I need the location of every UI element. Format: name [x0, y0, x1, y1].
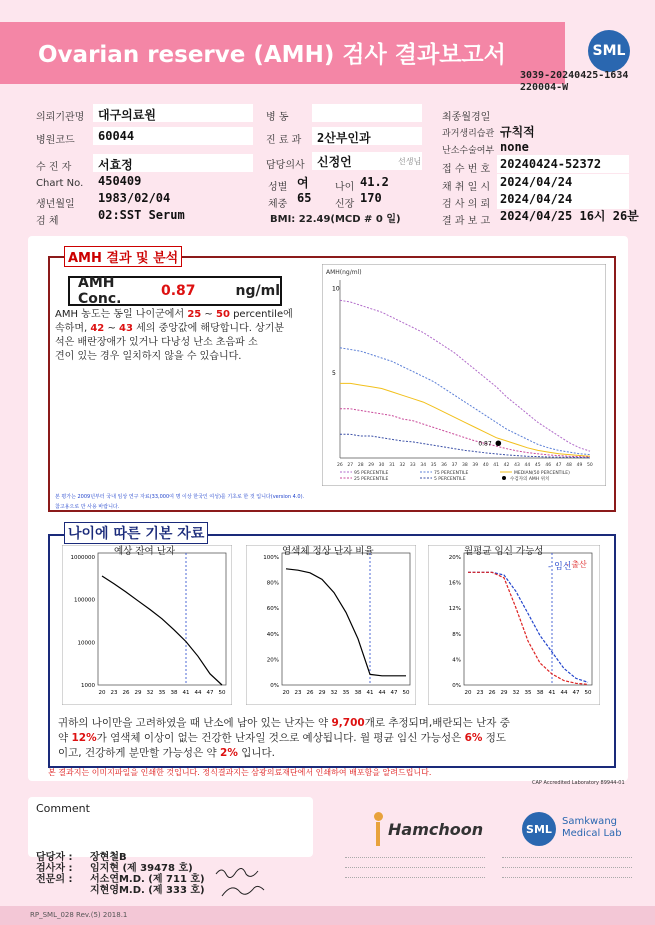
x-tick-label: 26 — [306, 690, 314, 696]
x-tick-label: 23 — [294, 690, 302, 696]
x-tick-label: 36 — [441, 463, 447, 468]
request-label: 검 사 의 뢰 — [442, 199, 491, 210]
x-tick-label: 35 — [342, 690, 350, 696]
x-tick-label: 32 — [512, 690, 520, 696]
y-tick-label: 40% — [266, 631, 279, 638]
staff-values — [90, 852, 205, 896]
x-tick-label: 35 — [524, 690, 532, 696]
x-tick-label: 38 — [536, 690, 544, 696]
x-tick-label: 46 — [545, 463, 552, 468]
age-section-title: 나이에 따른 기본 자료 — [64, 522, 208, 544]
chart-frame — [322, 264, 606, 486]
legend-label: 5 PERCENTILE — [434, 477, 466, 482]
x-tick-label: 43 — [514, 463, 520, 468]
x-tick-label: 37 — [451, 463, 458, 468]
x-tick-label: 29 — [368, 463, 374, 468]
x-tick-label: 33 — [409, 463, 416, 468]
x-tick-label: 32 — [146, 690, 154, 696]
x-tick-label: 31 — [389, 463, 395, 468]
chart-frame — [246, 545, 416, 705]
x-tick-label: 38 — [462, 463, 468, 468]
code-value: 60044 — [98, 129, 135, 143]
x-tick-label: 47 — [206, 690, 214, 696]
x-tick-label: 32 — [330, 690, 338, 696]
x-tick-label: 50 — [584, 690, 592, 696]
x-tick-label: 28 — [357, 463, 364, 468]
ovary-value: none — [500, 140, 529, 154]
staff-value-1: 장현철B — [90, 852, 127, 863]
weight-label: 체중 — [268, 199, 288, 210]
dept-value: 2산부인과 — [317, 131, 371, 145]
sml-logo: SML — [588, 30, 630, 72]
patient-label: 수 진 자 — [36, 162, 72, 173]
samkwang-name — [562, 816, 622, 840]
ovary-label: 난소수술여부 — [442, 146, 495, 156]
y-tick-label: 10 — [332, 285, 340, 293]
report-label: 결 과 보 고 — [442, 216, 491, 227]
samkwang-line1: Samkwang — [562, 816, 617, 827]
legend-label: 95 PERCENTILE — [354, 471, 389, 476]
cap-accreditation: CAP Accredited Laboratory 89944-01 — [532, 780, 625, 786]
x-tick-label: 23 — [476, 690, 484, 696]
dept-label: 진 료 과 — [266, 135, 302, 146]
x-tick-label: 50 — [218, 690, 226, 696]
amh-value: 0.87 — [160, 283, 196, 299]
x-tick-label: 26 — [122, 690, 130, 696]
y-tick-label: 12% — [448, 606, 461, 613]
chart-frame — [428, 545, 600, 705]
staff-label-3: 전문의 : — [36, 874, 73, 885]
x-tick-label: 30 — [378, 463, 385, 468]
y-tick-label: 100% — [263, 555, 279, 561]
remaining-eggs-chart — [62, 545, 232, 705]
x-tick-label: 32 — [399, 463, 406, 468]
staff-value-3: 서소연M.D. (제 711 호) — [90, 874, 205, 885]
lmp-label: 최종월경일 — [442, 112, 491, 123]
staff-value-2: 임지현 (제 39478 호) — [90, 863, 193, 874]
x-tick-label: 20 — [464, 690, 472, 696]
print-notice: 본 결과지는 이미지파일을 인쇄한 것입니다. 정식결과지는 삼광의료재단에서 인쇄하여 배포함을 알려드립니다. — [48, 768, 432, 777]
samkwang-logo-mark: SML — [522, 812, 556, 846]
x-tick-label: 26 — [337, 463, 343, 468]
x-tick-label: 49 — [576, 463, 583, 468]
y-tick-label: 1000 — [81, 683, 95, 689]
y-tick-label: 4% — [452, 657, 461, 664]
y-tick-label: 5 — [332, 370, 336, 378]
comment-label: Comment — [36, 802, 90, 815]
x-tick-label: 38 — [170, 690, 178, 696]
y-tick-label: 100000 — [74, 597, 95, 604]
height-value: 170 — [360, 191, 382, 205]
report-title: Ovarian reserve (AMH) 검사 결과보고서 — [38, 42, 506, 68]
x-tick-label: 29 — [500, 690, 508, 696]
x-tick-label: 44 — [194, 690, 202, 696]
y-tick-label: 0% — [452, 683, 461, 689]
x-tick-label: 50 — [587, 463, 593, 468]
ward-label: 병 동 — [266, 112, 289, 123]
sex-value: 여 — [297, 176, 309, 190]
form-footer: RP_SML_028 Rev.(5) 2018.1 — [30, 911, 128, 919]
x-tick-label: 38 — [354, 690, 362, 696]
chart-title: 월평균 임신 가능성 — [464, 546, 544, 557]
dob-value: 1983/02/04 — [98, 191, 171, 205]
hospital-label: 의뢰기관명 — [36, 112, 85, 123]
hamchoon-logo-mark — [370, 812, 390, 846]
x-tick-label: 47 — [555, 463, 562, 468]
legend-label: 25 PERCENTILE — [354, 477, 389, 482]
pregnancy-chance-chart — [428, 545, 600, 705]
amh-label: AMH Conc. — [78, 275, 122, 307]
legend-marker — [502, 476, 506, 480]
footnote-1: 본 평가는 2009년부터 국내 임상 연구 자료(33,000여 명 이상 한국인 여성)를 기초로 한 것 입니다(version 4.0). — [55, 494, 305, 500]
y-tick-label: 0% — [270, 683, 279, 689]
normal-egg-ratio-chart — [246, 545, 416, 705]
staff-label-2: 검사자 : — [36, 863, 73, 874]
x-tick-label: 29 — [318, 690, 326, 696]
amh-section-title: AMH 결과 및 분석 — [64, 246, 182, 267]
x-tick-label: 29 — [134, 690, 142, 696]
code-label: 병원코드 — [36, 135, 75, 146]
x-tick-label: 20 — [282, 690, 290, 696]
x-tick-label: 41 — [548, 690, 556, 696]
dob-label: 생년월일 — [36, 199, 75, 210]
patient-value: 서효정 — [98, 158, 133, 172]
y-tick-label: 80% — [266, 580, 279, 587]
height-label: 신장 — [335, 199, 355, 210]
x-tick-label: 42 — [503, 463, 510, 468]
hamchoon-contact — [345, 848, 485, 878]
amh-result-box — [68, 276, 282, 306]
chart-frame — [62, 545, 232, 705]
age-value: 41.2 — [360, 175, 389, 189]
x-tick-label: 48 — [566, 463, 572, 468]
collect-label: 채 취 일 시 — [442, 182, 491, 193]
specimen-value: 02:SST Serum — [98, 208, 185, 222]
patient-marker-label: 0.87 — [478, 440, 492, 448]
bmi-value: BMI: 22.49(MCD # 0 일) — [270, 214, 401, 225]
document-id-line1: 3039-20240425-1634 — [520, 70, 629, 81]
legend-pregnancy: - 임신 — [548, 562, 572, 572]
request-value: 2024/04/24 — [500, 192, 573, 206]
sex-label: 성별 — [268, 182, 288, 193]
x-tick-label: 50 — [402, 690, 410, 696]
y-tick-label: 1000000 — [70, 555, 95, 561]
doctor-label: 담당의사 — [266, 160, 305, 171]
cycle-value: 규칙적 — [500, 125, 535, 139]
samkwang-contact — [502, 848, 632, 878]
x-tick-label: 35 — [158, 690, 166, 696]
x-tick-label: 39 — [472, 463, 479, 468]
hamchoon-logo-text: Hamchoon — [388, 820, 484, 839]
x-tick-label: 47 — [572, 690, 580, 696]
report-value: 2024/04/25 16시 26분 — [500, 209, 639, 223]
x-tick-label: 45 — [534, 463, 541, 468]
receipt-label: 접 수 번 호 — [442, 164, 491, 175]
x-tick-label: 44 — [560, 690, 568, 696]
y-tick-label: 20% — [448, 555, 461, 561]
y-tick-label: 60% — [266, 606, 279, 613]
x-tick-label: 26 — [488, 690, 496, 696]
x-tick-label: 40 — [482, 463, 489, 468]
amh-unit: ng/ml — [235, 283, 280, 299]
x-tick-label: 35 — [430, 463, 437, 468]
receipt-value: 20240424-52372 — [500, 157, 602, 171]
doctor-suffix: 선생님 — [398, 157, 422, 166]
y-tick-label: 10000 — [77, 640, 95, 647]
y-tick-label: 16% — [448, 580, 461, 587]
samkwang-line2: Medical Lab — [562, 828, 622, 839]
cycle-label: 과거생리습관 — [442, 129, 495, 139]
legend-birth: - 출산 — [566, 560, 587, 569]
footnote-2: 참고용으로 만 사용 바랍니다. — [55, 504, 120, 510]
x-tick-label: 27 — [347, 463, 354, 468]
x-tick-label: 20 — [98, 690, 106, 696]
staff-value-4: 지현영M.D. (제 333 호) — [90, 885, 205, 896]
x-tick-label: 44 — [378, 690, 386, 696]
amh-percentile-chart — [322, 264, 606, 486]
weight-value: 65 — [297, 191, 312, 205]
legend-label: 75 PERCENTILE — [434, 471, 469, 476]
age-interpretation: 귀하의 나이만을 고려하였을 때 난소에 남아 있는 난자는 약 9,700개로 추정되며,배란되는 난자 중 약 12%가 염색체 이상이 없는 건강한 난자일 것으로 예상됩니다. 월 평균 임신 가능성은 6% 정도 이고, 건강하게 분만할 가능성은 약 2% 입니다. — [58, 717, 510, 759]
patient-marker — [496, 440, 502, 446]
document-id — [520, 70, 628, 94]
x-tick-label: 41 — [366, 690, 374, 696]
y-axis-label: AMH(ng/ml) — [326, 269, 362, 276]
chart-title: 예상 잔여 난자 — [114, 546, 176, 557]
legend-label: MEDIAN(50 PERCENTILE) — [514, 471, 570, 476]
age-label: 나이 — [335, 182, 355, 193]
document-id-line2: 220004-W — [520, 82, 569, 93]
chart-title: 염색체 정상 난자 비율 — [282, 546, 374, 557]
x-tick-label: 34 — [420, 463, 427, 468]
chart-no-label: Chart No. — [36, 178, 84, 189]
legend-marker-label: 수검자의 AMH 위치 — [510, 477, 550, 482]
doctor-value: 신정언 — [317, 155, 352, 169]
x-tick-label: 23 — [110, 690, 118, 696]
y-tick-label: 8% — [452, 631, 461, 638]
x-tick-label: 44 — [524, 463, 531, 468]
doctor-signature — [212, 862, 272, 902]
x-tick-label: 41 — [493, 463, 499, 468]
y-tick-label: 20% — [266, 657, 279, 664]
amh-interpretation: AMH 농도는 동일 나이군에서 25 ~ 50 percentile에 속하며, 42 ~ 43 세의 중앙값에 해당합니다. 상기분 석은 배란장애가 있거나 다낭성 난소 초음파 소 견이 있는 경우 일치하지 않을 수 있습니다. — [55, 309, 293, 362]
specimen-label: 검 체 — [36, 216, 59, 227]
staff-label-1: 담당자 : — [36, 852, 73, 863]
staff-labels — [36, 852, 72, 885]
hospital-value: 대구의료원 — [98, 108, 156, 122]
collect-value: 2024/04/24 — [500, 175, 573, 189]
x-tick-label: 47 — [390, 690, 398, 696]
x-tick-label: 41 — [182, 690, 190, 696]
chart-no-value: 450409 — [98, 174, 142, 188]
